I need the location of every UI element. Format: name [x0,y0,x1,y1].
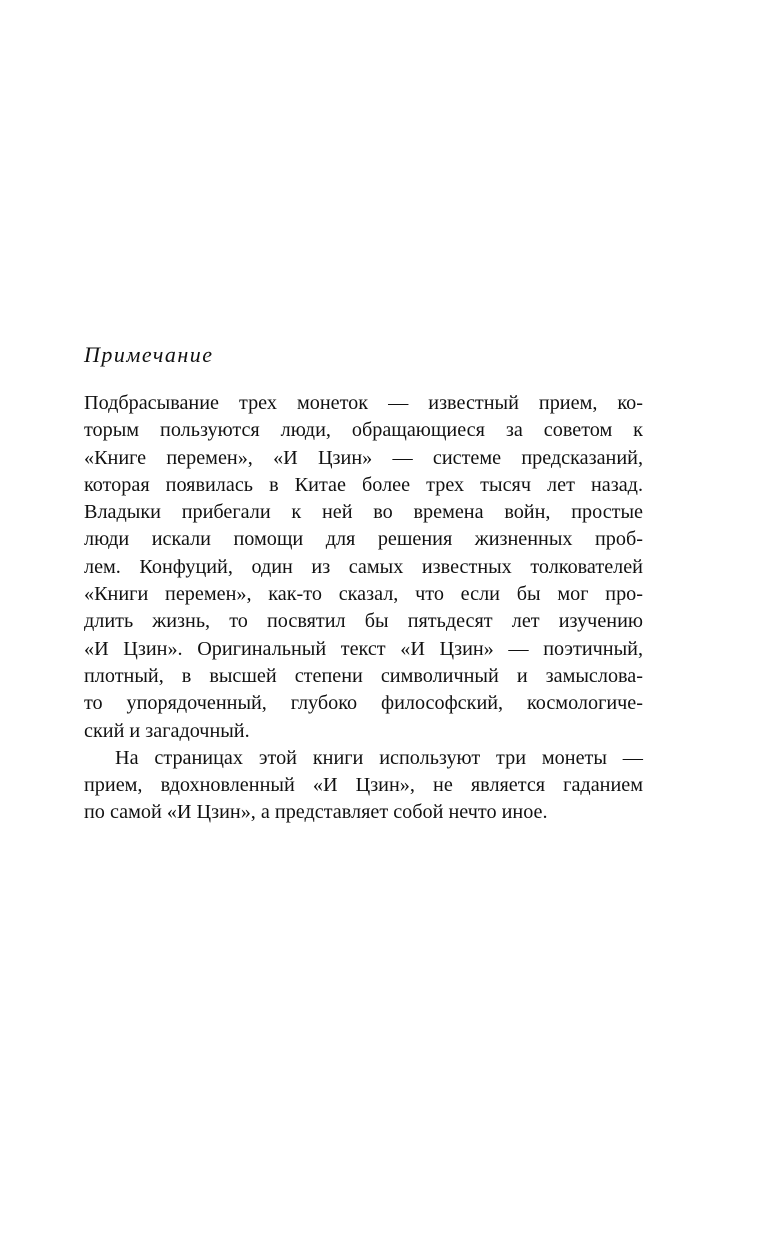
paragraph-1-line-8: «Книги перемен», как-то сказал, что если бы мог про- [84,583,643,606]
paragraph-1-line-10: «И Цзин». Оригинальный текст «И Цзин» — поэтичный, [84,637,643,660]
paragraph-1-line-13: ский и загадочный. [84,719,250,742]
paragraph-1-line-9: длить жизнь, то посвятил бы пятьдесят лет изучению [84,610,643,633]
paragraph-1-line-3: «Книге перемен», «И Цзин» — системе предсказаний, [84,446,643,469]
note-section [84,340,643,827]
paragraph-2-line-1: На страницах этой книги используют три монеты — [115,746,643,769]
paragraph-1-line-1: Подбрасывание трех монеток — известный прием, ко- [84,392,643,414]
paragraph-2-line-2: прием, вдохновленный «И Цзин», не является гаданием [84,774,643,797]
paragraph-1-line-7: лем. Конфуций, один из самых известных толкователей [84,555,643,578]
paragraph-1-line-12: то упорядоченный, глубоко философский, космологиче- [84,692,643,715]
paragraph-1-line-6: люди искали помощи для решения жизненных проб- [84,528,643,551]
paragraph-2-line-3: по самой «И Цзин», а представляет собой нечто иное. [84,801,548,824]
paragraph-1-line-4: которая появилась в Китае более трех тысяч лет назад. [84,473,643,496]
paragraph-1-line-5: Владыки прибегали к ней во времена войн, простые [84,501,643,524]
paragraph-1-line-2: торым пользуются люди, обращающиеся за советом к [84,419,643,442]
paragraph-1 [84,390,643,745]
paragraph-1-line-11: плотный, в высшей степени символичный и замыслова- [84,664,643,687]
paragraph-2 [84,745,643,827]
note-title: Примечание [84,342,214,367]
